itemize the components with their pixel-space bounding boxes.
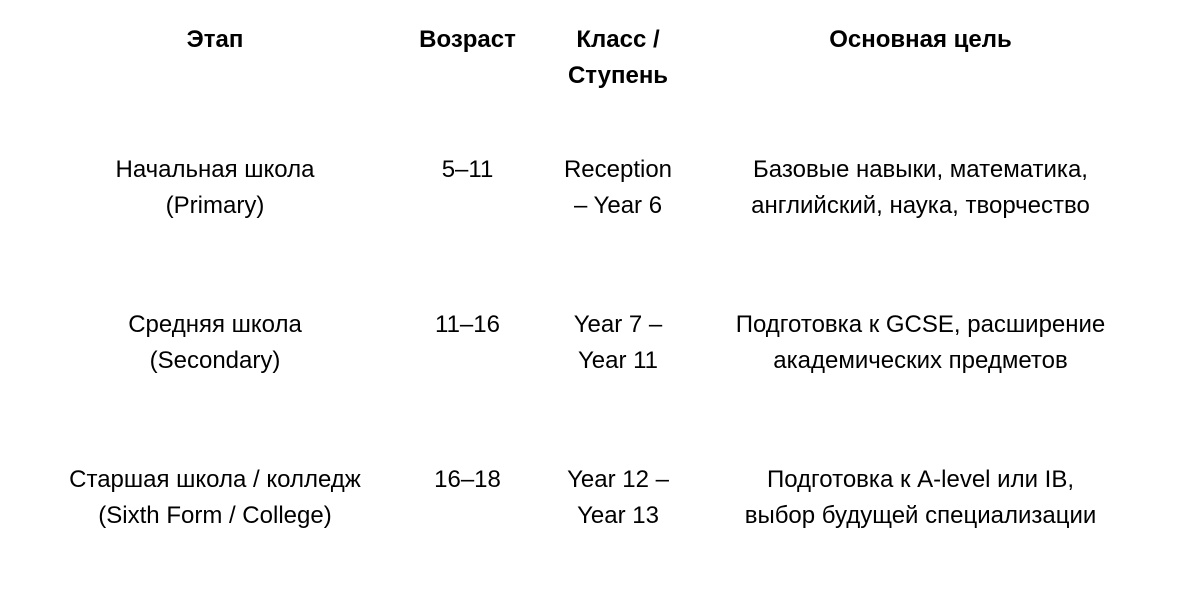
cell-grade	[540, 297, 696, 452]
age-range: 11–16	[435, 311, 500, 338]
stage-name-en: (Secondary)	[149, 347, 281, 374]
header-age-label: Возраст	[419, 26, 516, 53]
education-stages-table	[35, 12, 1145, 607]
header-goal	[696, 12, 1145, 142]
table-row	[35, 297, 1145, 452]
stage-name: Старшая школа / колледж	[69, 466, 361, 493]
cell-goal	[696, 452, 1145, 607]
cell-goal	[696, 297, 1145, 452]
stage-name: Начальная школа	[115, 156, 315, 183]
cell-stage	[35, 452, 395, 607]
cell-grade	[540, 142, 696, 297]
header-stage	[35, 12, 395, 142]
grade-line2: Year 13	[577, 502, 659, 529]
cell-age	[395, 297, 540, 452]
header-goal-label: Основная цель	[829, 26, 1012, 53]
table-row	[35, 452, 1145, 607]
header-grade	[540, 12, 696, 142]
cell-stage	[35, 297, 395, 452]
goal-line1: Базовые навыки, математика,	[753, 156, 1088, 183]
header-grade-label-line2: Ступень	[567, 62, 669, 89]
stage-name: Средняя школа	[128, 311, 302, 338]
cell-grade	[540, 452, 696, 607]
goal-line2: выбор будущей специализации	[744, 502, 1097, 529]
table-header-row	[35, 12, 1145, 142]
age-range: 16–18	[434, 466, 501, 493]
cell-stage	[35, 142, 395, 297]
grade-line1: Year 7 –	[573, 311, 663, 338]
cell-age	[395, 142, 540, 297]
age-range: 5–11	[441, 156, 494, 183]
goal-line2: академических предметов	[773, 347, 1068, 374]
stage-name-en: (Primary)	[165, 192, 265, 219]
grade-line1: Reception	[563, 156, 673, 183]
goal-line1: Подготовка к A-level или IB,	[766, 466, 1074, 493]
cell-age	[395, 452, 540, 607]
table-row	[35, 142, 1145, 297]
header-grade-label-line1: Класс /	[576, 26, 660, 53]
header-stage-label: Этап	[186, 26, 244, 53]
header-age	[395, 12, 540, 142]
goal-line2: английский, наука, творчество	[751, 192, 1090, 219]
grade-line2: Year 11	[577, 347, 659, 374]
goal-line1: Подготовка к GCSE, расширение	[735, 311, 1106, 338]
grade-line1: Year 12 –	[567, 466, 669, 493]
cell-goal	[696, 142, 1145, 297]
stage-name-en: (Sixth Form / College)	[98, 502, 332, 529]
grade-line2: – Year 6	[573, 192, 663, 219]
